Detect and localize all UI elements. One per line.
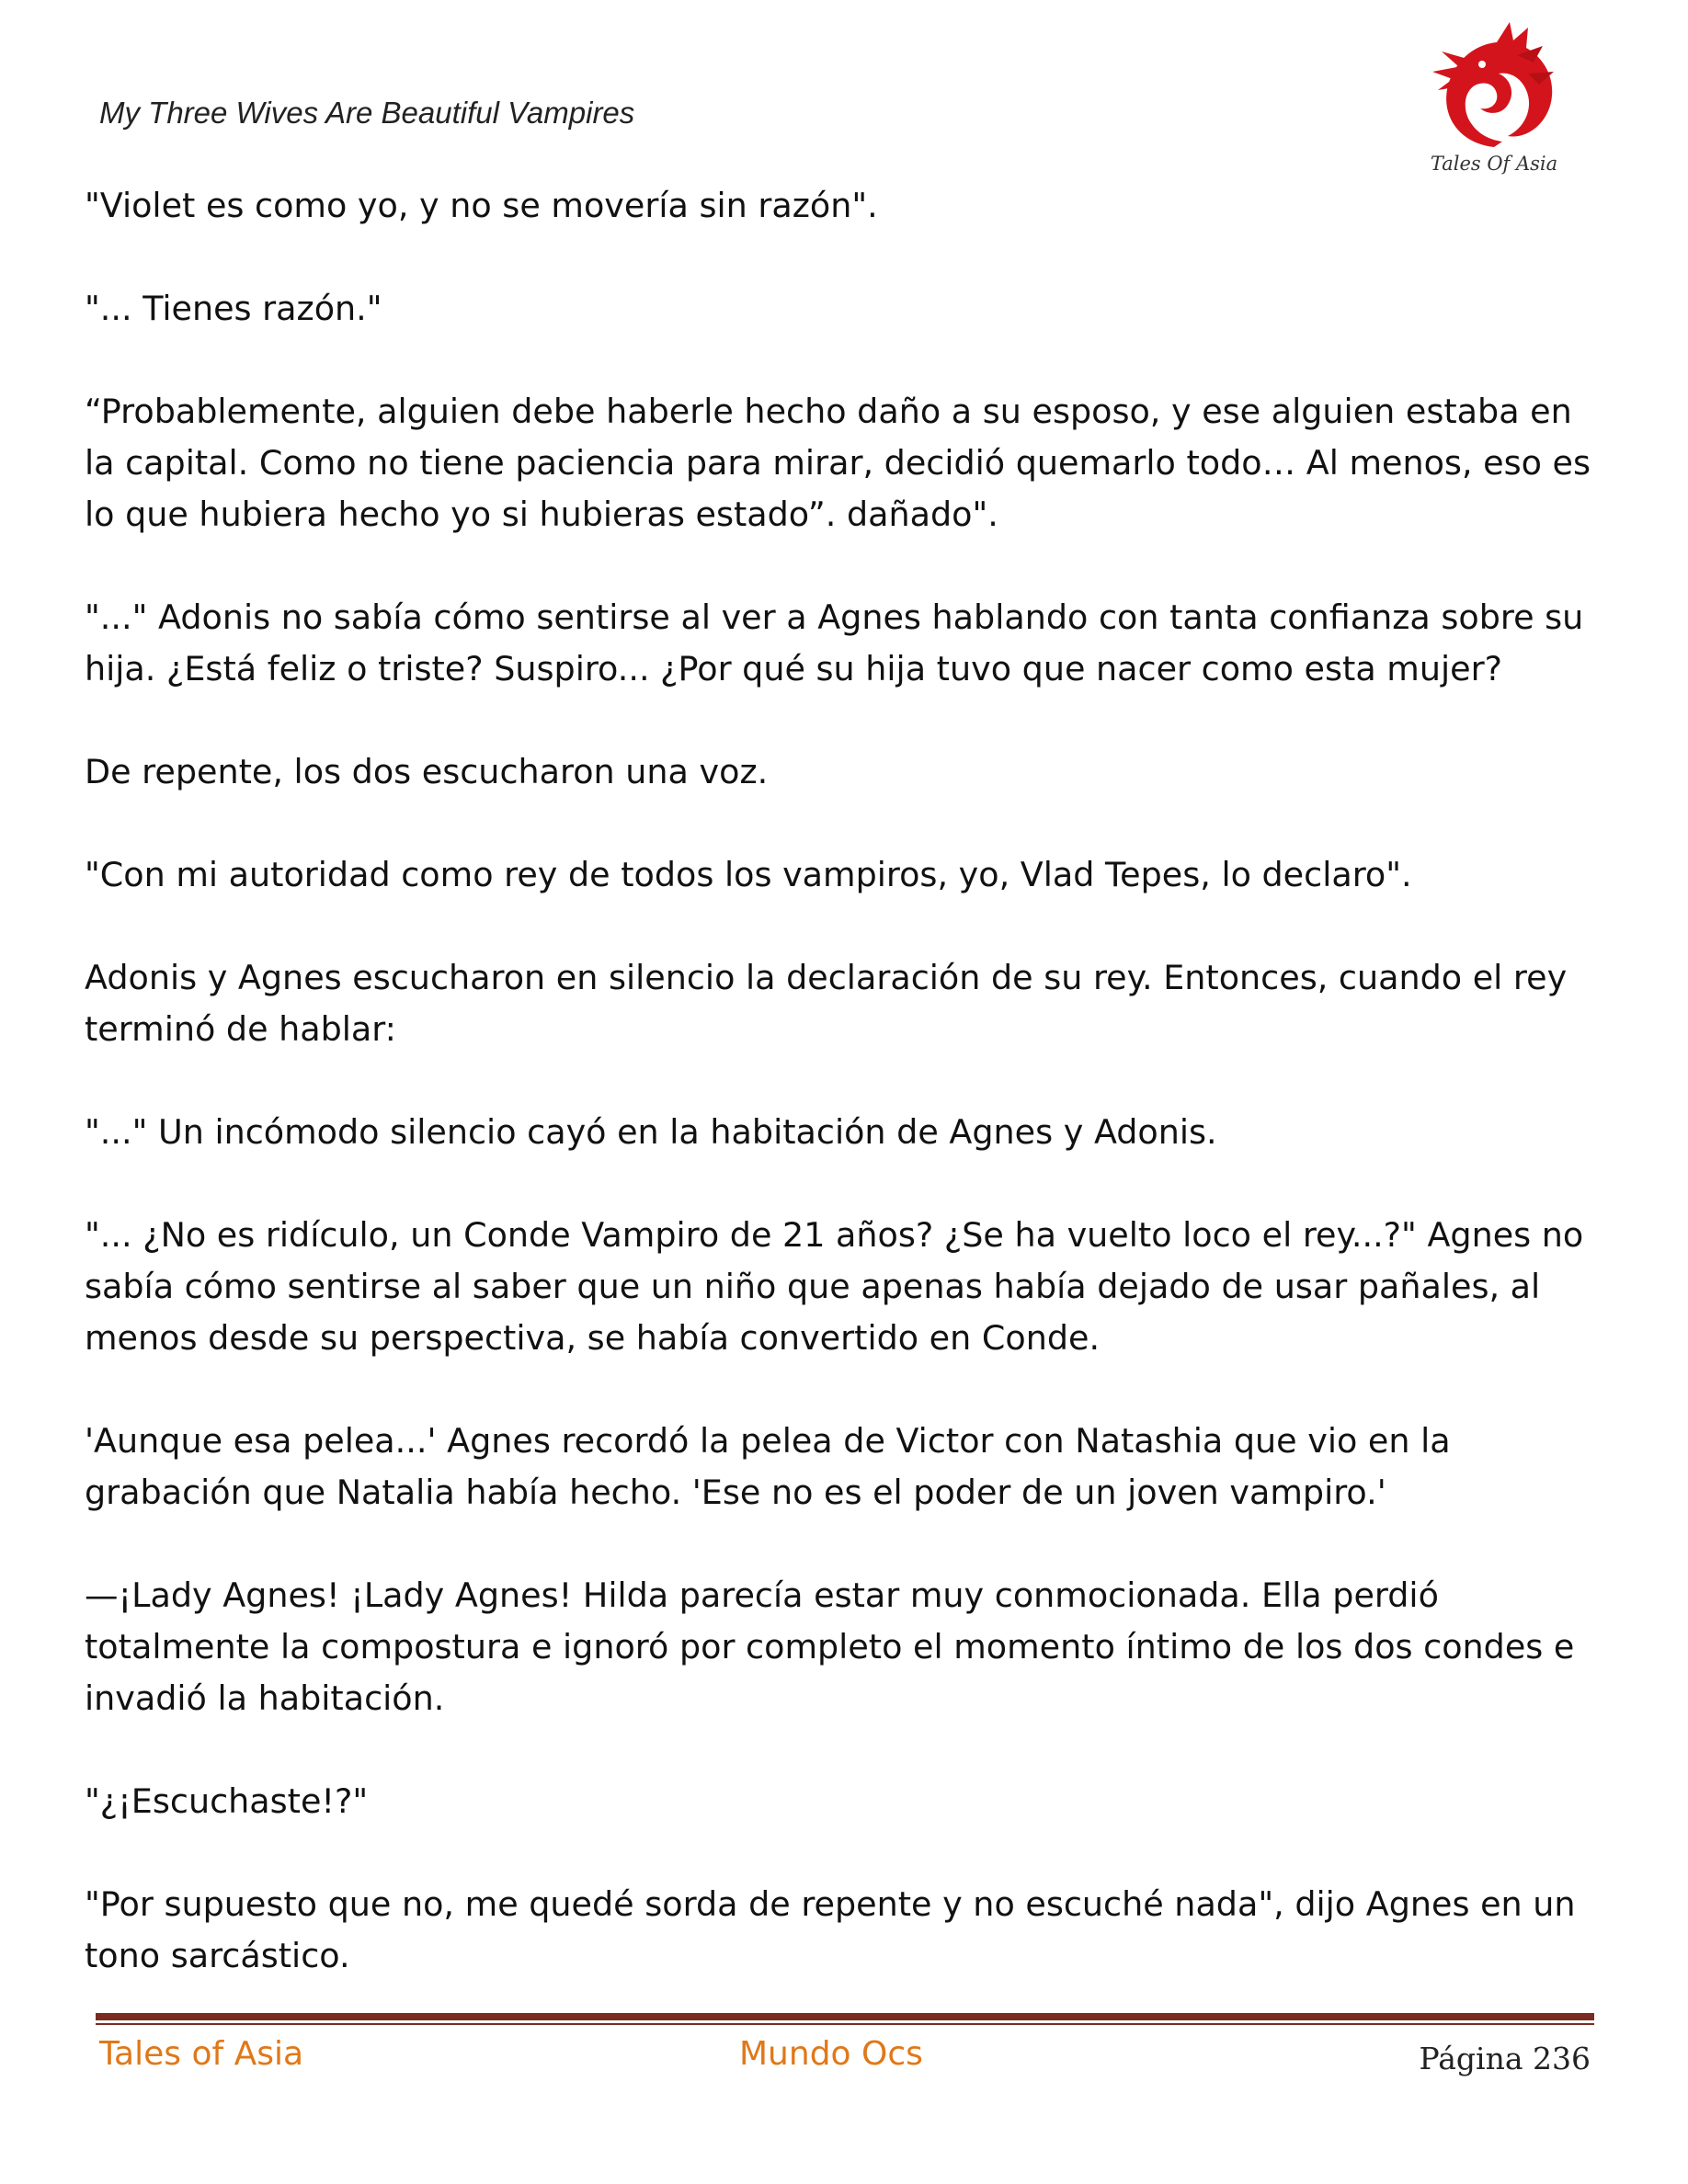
page-number: Página 236 — [1419, 2041, 1591, 2076]
paragraph: "Por supuesto que no, me quedé sorda de repente y no escuché nada", dijo Agnes en un tono sarcástico. — [85, 1884, 1576, 1975]
tales-of-asia-logo — [1425, 18, 1563, 184]
paragraph: "..." Un incómodo silencio cayó en la habitación de Agnes y Adonis. — [85, 1112, 1217, 1152]
paragraph: "... Tienes razón." — [85, 289, 382, 328]
paragraph: "... ¿No es ridículo, un Conde Vampiro de 21 años? ¿Se ha vuelto loco el rey...?" Agnes no sabía cómo sentirse al saber que un niño que apenas había dejado de usar pañales, al menos desde su perspectiva, se había convertido en Conde. — [85, 1215, 1584, 1358]
footer-translator: Mundo Ocs — [739, 2035, 923, 2073]
book-title: My Three Wives Are Beautiful Vampires — [99, 96, 635, 130]
logo-text: Tales Of Asia — [1430, 153, 1558, 175]
paragraph: De repente, los dos escucharon una voz. — [85, 752, 769, 791]
paragraph: Adonis y Agnes escucharon en silencio la declaración de su rey. Entonces, cuando el rey terminó de hablar: — [85, 958, 1568, 1049]
paragraph: "..." Adonis no sabía cómo sentirse al ver a Agnes hablando con tanta confianza sobre su hija. ¿Está feliz o triste? Suspiro... ¿Por qué su hija tuvo que nacer como esta mujer? — [85, 597, 1584, 688]
red-dragon-icon — [1425, 18, 1563, 156]
paragraph: “Probablemente, alguien debe haberle hecho daño a su esposo, y ese alguien estaba en la capital. Como no tiene paciencia para mirar, decidió quemarlo todo… Al menos, eso es lo que hubiera hecho yo si hubieras estado”. dañado". — [85, 392, 1591, 534]
paragraph: 'Aunque esa pelea...' Agnes recordó la pelea de Victor con Natashia que vio en la grabación que Natalia había hecho. 'Ese no es el poder de un joven vampiro.' — [85, 1421, 1451, 1512]
paragraph: "Con mi autoridad como rey de todos los vampiros, yo, Vlad Tepes, lo declaro". — [85, 855, 1412, 894]
footer-site-name: Tales of Asia — [99, 2035, 304, 2073]
paragraph: "Violet es como yo, y no se movería sin razón". — [85, 186, 878, 225]
paragraph: —¡Lady Agnes! ¡Lady Agnes! Hilda parecía estar muy conmocionada. Ella perdió totalmente la compostura e ignoró por completo el momento íntimo de los dos condes e invadió la habitación. — [85, 1575, 1575, 1718]
paragraph: "¿¡Escuchaste!?" — [85, 1781, 369, 1821]
page-body — [85, 180, 1611, 2033]
footer-divider — [96, 2013, 1594, 2025]
